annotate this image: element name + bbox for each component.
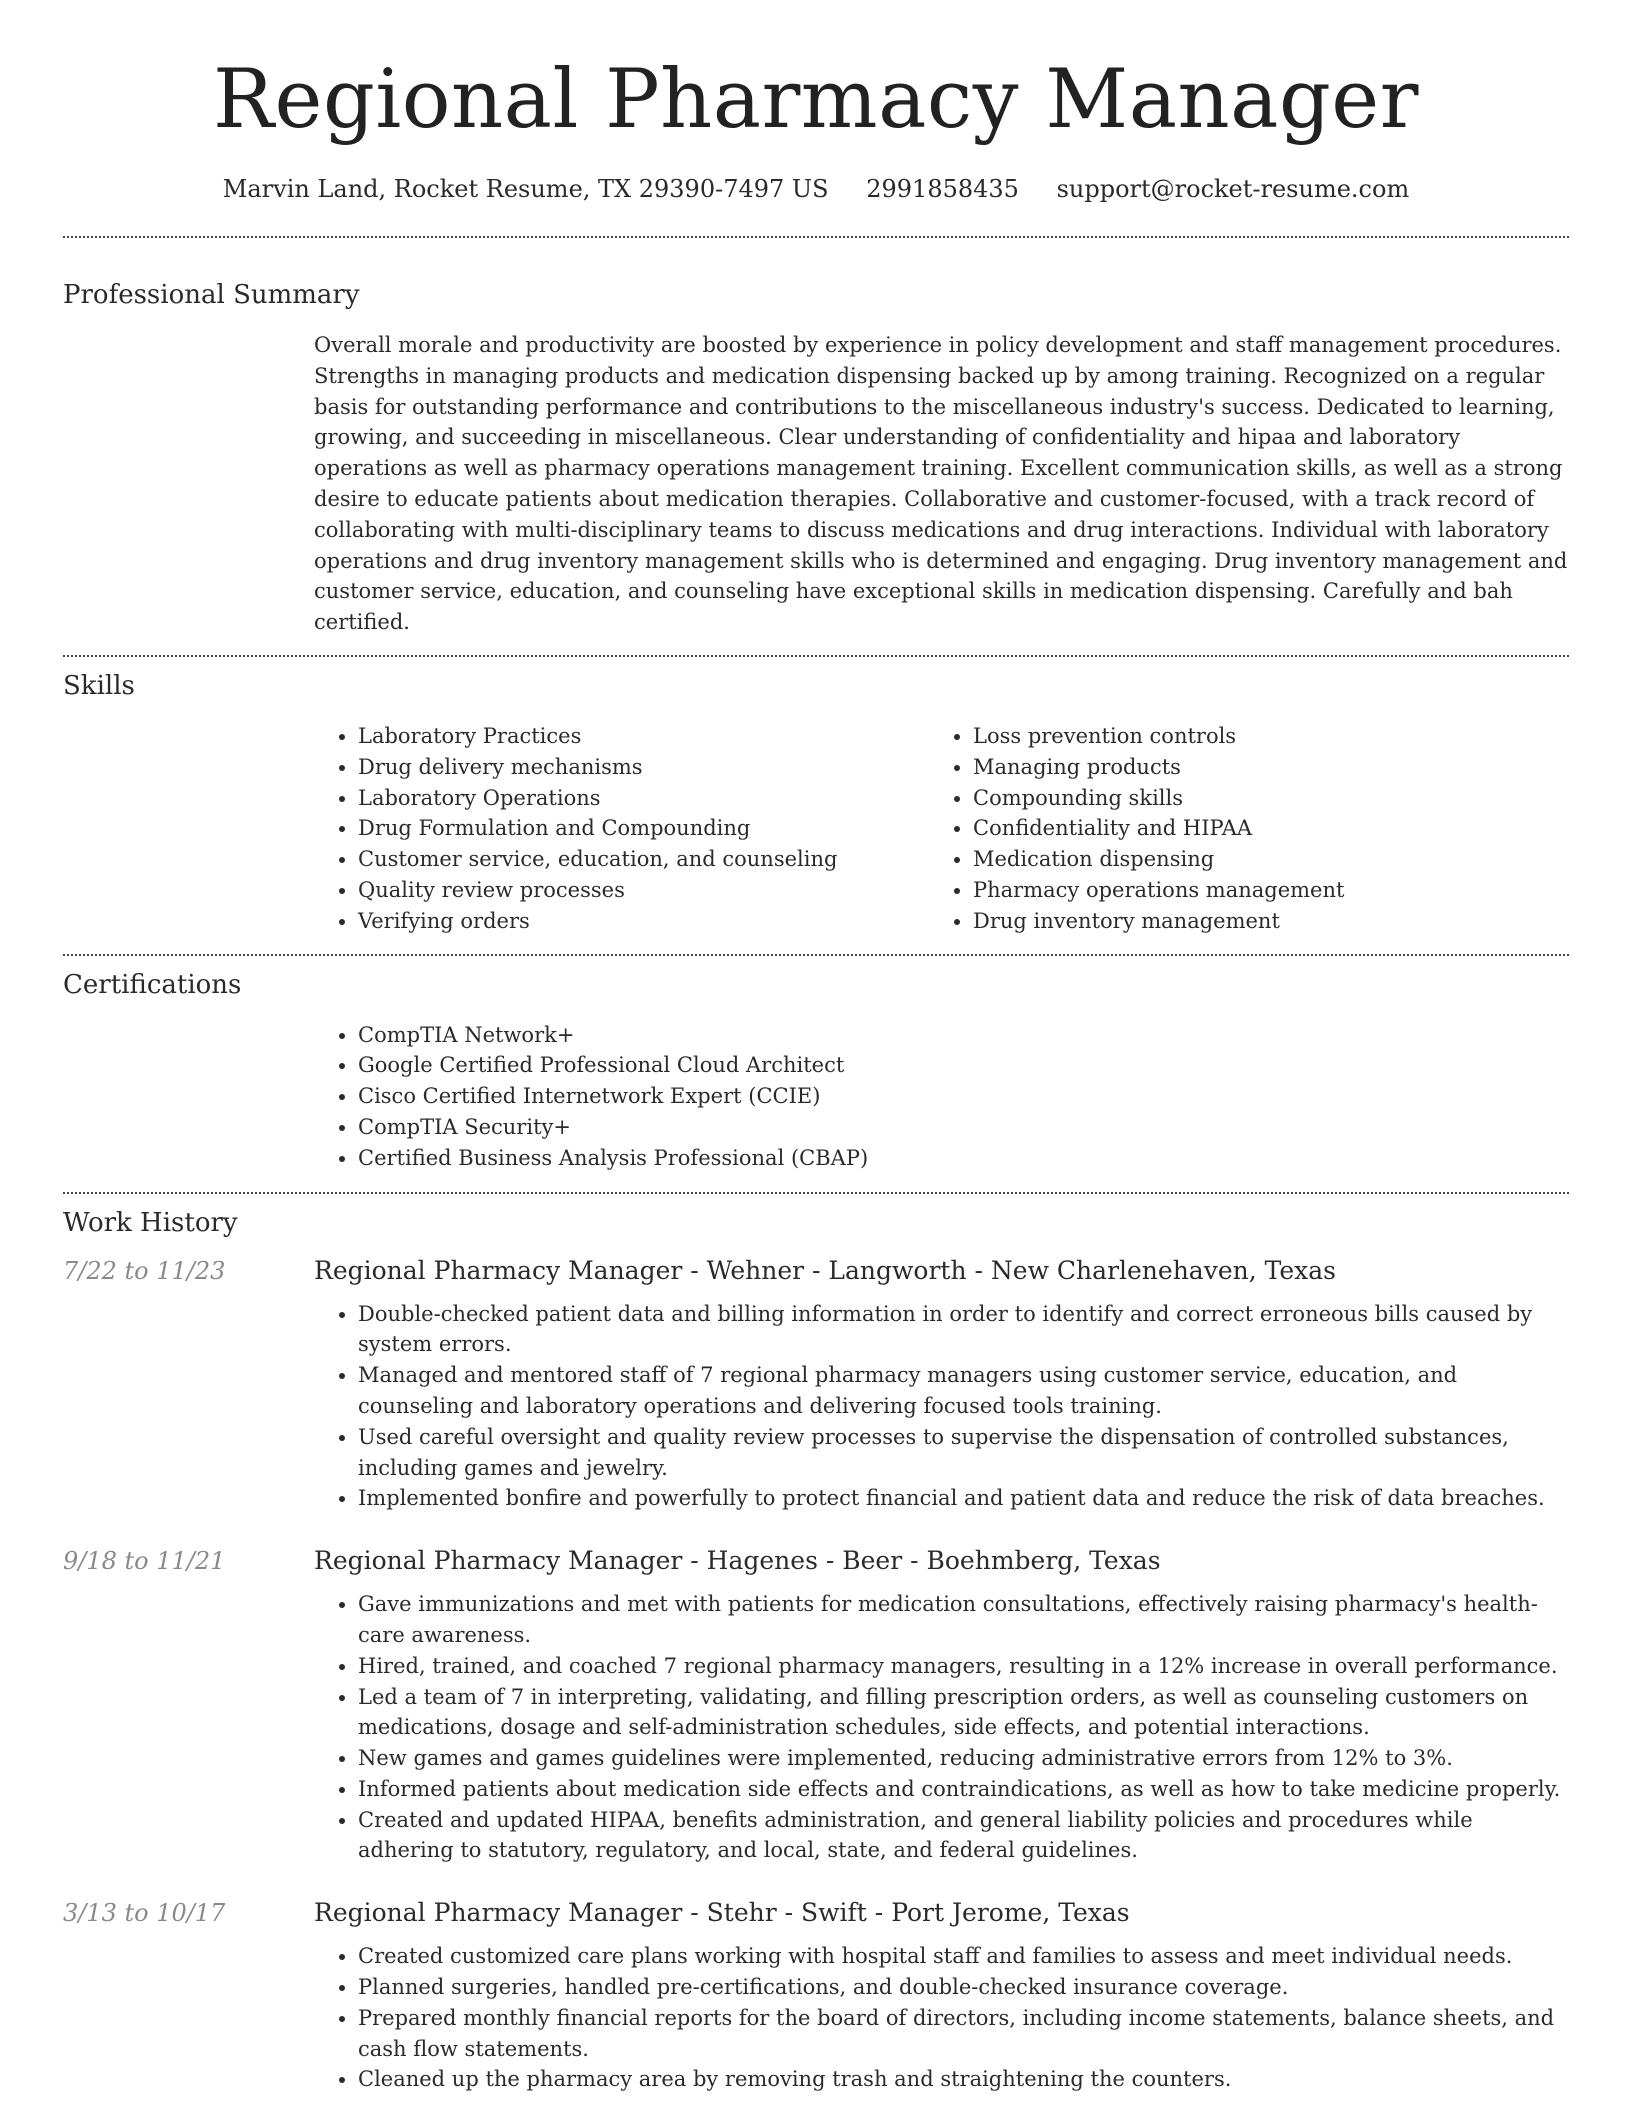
list-item: • Pharmacy operations management: [973, 875, 1544, 906]
list-item: • Laboratory Practices: [358, 721, 929, 752]
work-history-list: [63, 1256, 1569, 2096]
list-item: • Certified Business Analysis Professional (CBAP): [358, 1143, 1569, 1174]
divider: [63, 655, 1569, 657]
job-bullets: [314, 1941, 1569, 2095]
list-item: • Managing products: [973, 752, 1544, 783]
job-date: 7/22 to 11/23: [63, 1256, 226, 1285]
job-title: Regional Pharmacy Manager - Wehner - Langworth - New Charlenehaven, Texas: [314, 1255, 1336, 1285]
list-item: • Planned surgeries, handled pre-certifications, and double-checked insurance coverage.: [358, 1972, 1569, 2003]
list-item: • Managed and mentored staff of 7 regional pharmacy managers using customer service, education, and counseling and laboratory operations and delivering focused tools training.: [358, 1360, 1569, 1422]
list-item: • Verifying orders: [358, 906, 929, 937]
list-item: • Medication dispensing: [973, 844, 1544, 875]
list-item: • Loss prevention controls: [973, 721, 1544, 752]
list-item: • Prepared monthly financial reports for the board of directors, including income statements, balance sheets, and cash flow statements.: [358, 2003, 1569, 2065]
list-item: • Created and updated HIPAA, benefits administration, and general liability policies and procedures while adhering to statutory, regulatory, and local, state, and federal guidelines.: [358, 1805, 1569, 1867]
list-item: • Google Certified Professional Cloud Architect: [358, 1050, 1569, 1081]
list-item: • Created customized care plans working with hospital staff and families to assess and meet individual needs.: [358, 1941, 1569, 1972]
section-title-certifications: Certifications: [63, 969, 242, 1000]
resume-name: Regional Pharmacy Manager: [213, 53, 1419, 147]
job-header: [63, 1898, 1569, 1927]
list-item: • Cleaned up the pharmacy area by removing trash and straightening the counters.: [358, 2064, 1569, 2095]
divider: [63, 236, 1569, 238]
contact-email[interactable]: support@rocket-resume.com: [1056, 175, 1410, 203]
list-item: • Drug inventory management: [973, 906, 1544, 937]
summary-text: Overall morale and productivity are boosted by experience in policy development and staff management procedures. Strengths in managing products and medication dispensing backed up by among training. Recognized on a regular basis for outstanding performance and contributions to the miscellaneous industry's success. Dedicated to learning, growing, and succeeding in miscellaneous. Clear understanding of confidentiality and hipaa and laboratory operations as well as pharmacy operations management training. Excellent communication skills, as well as a strong desire to educate patients about medication therapies. Collaborative and customer-focused, with a track record of collaborating with multi-disciplinary teams to discuss medications and drug interactions. Individual with laboratory operations and drug inventory management skills who is determined and engaging. Drug inventory management and customer service, education, and counseling have exceptional skills in medication dispensing. Carefully and bah certified.: [314, 333, 1568, 635]
list-item: • Drug delivery mechanisms: [358, 752, 929, 783]
job-date: 3/13 to 10/17: [63, 1899, 226, 1928]
section-title-summary: Professional Summary: [63, 280, 360, 310]
list-item: • Implemented bonfire and powerfully to protect financial and patient data and reduce the risk of data breaches.: [358, 1483, 1569, 1514]
job-title: Regional Pharmacy Manager - Hagenes - Beer - Boehmberg, Texas: [314, 1546, 1161, 1576]
contact-address: Marvin Land, Rocket Resume, TX 29390-7497 US: [222, 175, 829, 203]
skills-list-left: [314, 721, 929, 937]
list-item: • CompTIA Security+: [358, 1112, 1569, 1143]
contact-line: [63, 172, 1569, 206]
list-item: • Laboratory Operations: [358, 783, 929, 814]
job-date: 9/18 to 11/21: [63, 1547, 226, 1576]
list-item: • Drug Formulation and Compounding: [358, 813, 929, 844]
job-title: Regional Pharmacy Manager - Stehr - Swift - Port Jerome, Texas: [314, 1898, 1130, 1928]
list-item: • Confidentiality and HIPAA: [973, 813, 1544, 844]
list-item: • Quality review processes: [358, 875, 929, 906]
job-entry: [63, 1898, 1569, 2095]
section-title-skills: Skills: [63, 670, 135, 701]
list-item: • Led a team of 7 in interpreting, validating, and filling prescription orders, as well as counseling customers on medications, dosage and self-administration schedules, side effects, and potential interactions.: [358, 1682, 1569, 1744]
divider: [63, 1192, 1569, 1194]
list-item: • Informed patients about medication side effects and contraindications, as well as how to take medicine properly.: [358, 1774, 1569, 1805]
skills-list-right: [929, 721, 1544, 937]
list-item: • Used careful oversight and quality review processes to supervise the dispensation of controlled substances, including games and jewelry.: [358, 1422, 1569, 1484]
list-item: • Compounding skills: [973, 783, 1544, 814]
job-header: [63, 1256, 1569, 1285]
contact-phone: 2991858435: [866, 175, 1019, 203]
skills-grid: [314, 721, 1569, 937]
list-item: • Double-checked patient data and billing information in order to identify and correct erroneous bills caused by system errors.: [358, 1299, 1569, 1361]
list-item: • Cisco Certified Internetwork Expert (CCIE): [358, 1081, 1569, 1112]
job-header: [63, 1546, 1569, 1575]
list-item: • Gave immunizations and met with patients for medication consultations, effectively raising pharmacy's health-care awareness.: [358, 1589, 1569, 1651]
list-item: • Hired, trained, and coached 7 regional pharmacy managers, resulting in a 12% increase in overall performance.: [358, 1651, 1569, 1682]
section-title-work-history: Work History: [63, 1207, 238, 1238]
list-item: • CompTIA Network+: [358, 1020, 1569, 1051]
job-bullets: [314, 1589, 1569, 1866]
list-item: • New games and games guidelines were implemented, reducing administrative errors from 12% to 3%.: [358, 1743, 1569, 1774]
certifications-list: [314, 1020, 1569, 1174]
list-item: • Customer service, education, and counseling: [358, 844, 929, 875]
job-entry: [63, 1546, 1569, 1866]
divider: [63, 954, 1569, 956]
job-bullets: [314, 1299, 1569, 1515]
job-entry: [63, 1256, 1569, 1515]
